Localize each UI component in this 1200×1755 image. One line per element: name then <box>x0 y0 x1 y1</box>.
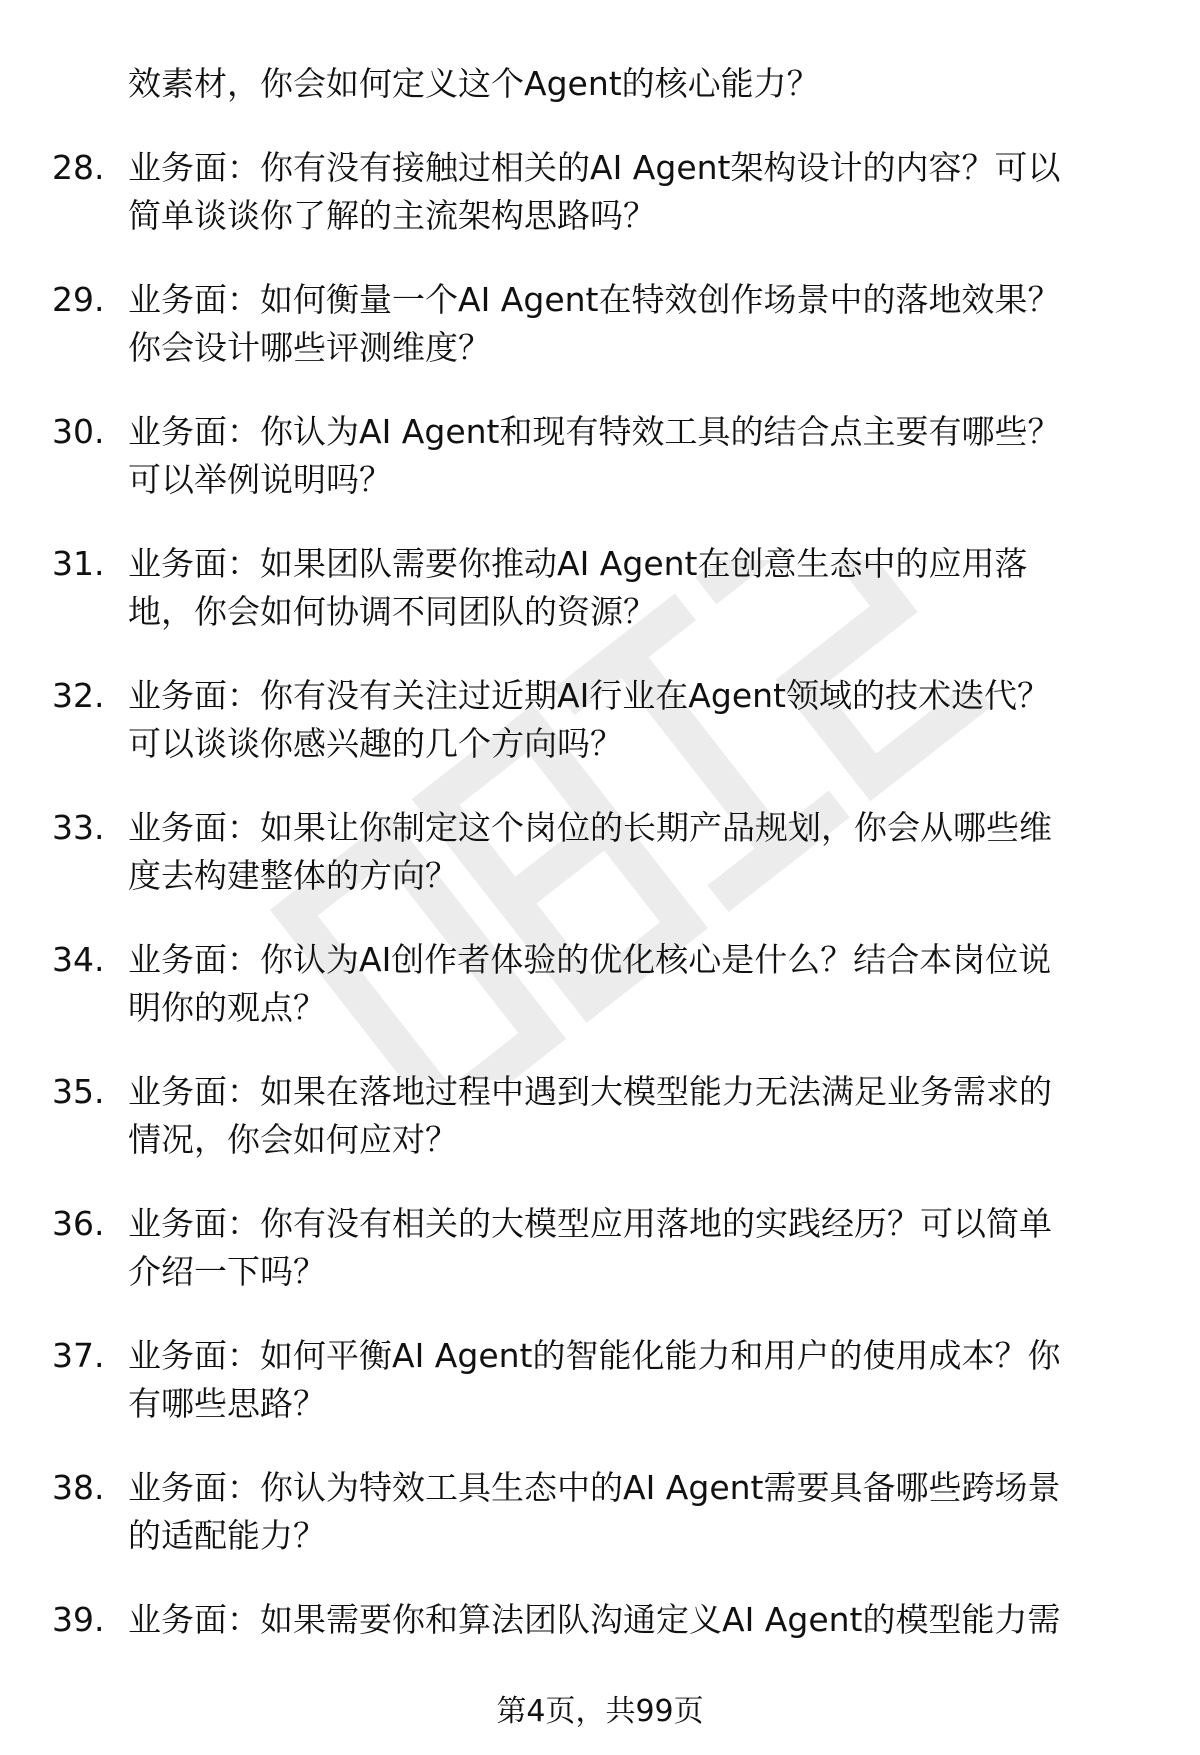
question-line: 业务面：如果让你制定这个岗位的长期产品规划，你会从哪些维 <box>128 808 1052 847</box>
list-item <box>52 540 1162 636</box>
question-number: 31. <box>52 544 105 583</box>
question-list <box>52 60 1162 1680</box>
question-number: 33. <box>52 808 105 847</box>
question-line: 情况，你会如何应对？ <box>128 1120 458 1159</box>
list-item <box>52 936 1162 1032</box>
question-line: 有哪些思路？ <box>128 1384 326 1423</box>
question-line: 效素材，你会如何定义这个Agent的核心能力？ <box>128 64 820 103</box>
question-line: 简单谈谈你了解的主流架构思路吗？ <box>128 196 656 235</box>
question-line: 的适配能力？ <box>128 1516 326 1555</box>
question-text <box>128 60 1162 108</box>
list-item <box>52 408 1162 504</box>
question-text <box>128 1200 1162 1296</box>
question-number: 28. <box>52 148 105 187</box>
question-text <box>128 540 1162 636</box>
question-text <box>128 936 1162 1032</box>
list-item <box>52 1464 1162 1560</box>
list-item <box>52 804 1162 900</box>
question-line: 业务面：你有没有相关的大模型应用落地的实践经历？可以简单 <box>128 1204 1052 1243</box>
question-text <box>128 1068 1162 1164</box>
question-text <box>128 144 1162 240</box>
question-text <box>128 1332 1162 1428</box>
question-text <box>128 408 1162 504</box>
question-line: 业务面：如果团队需要你推动AI Agent在创意生态中的应用落 <box>128 544 1028 583</box>
question-number: 32. <box>52 676 105 715</box>
question-number: 37. <box>52 1336 105 1375</box>
question-line: 业务面：你认为AI Agent和现有特效工具的结合点主要有哪些？ <box>128 412 1061 451</box>
question-number: 38. <box>52 1468 105 1507</box>
question-line: 业务面：如何衡量一个AI Agent在特效创作场景中的落地效果？ <box>128 280 1061 319</box>
question-line: 业务面：如果需要你和算法团队沟通定义AI Agent的模型能力需 <box>128 1600 1061 1639</box>
list-item <box>52 1596 1162 1644</box>
question-line: 业务面：如何平衡AI Agent的智能化能力和用户的使用成本？你 <box>128 1336 1061 1375</box>
list-item <box>52 144 1162 240</box>
question-line: 度去构建整体的方向？ <box>128 856 458 895</box>
list-item <box>52 672 1162 768</box>
question-number: 34. <box>52 940 105 979</box>
question-text <box>128 276 1162 372</box>
page-number-footer: 第4页，共99页 <box>496 1694 704 1729</box>
list-item <box>52 276 1162 372</box>
question-number: 36. <box>52 1204 105 1243</box>
question-number: 39. <box>52 1600 105 1639</box>
question-line: 介绍一下吗？ <box>128 1252 326 1291</box>
list-item-continuation <box>52 60 1162 108</box>
question-number: 35. <box>52 1072 105 1111</box>
question-text <box>128 1596 1162 1644</box>
question-line: 可以谈谈你感兴趣的几个方向吗？ <box>128 724 623 763</box>
question-line: 你会设计哪些评测维度？ <box>128 328 491 367</box>
question-number: 29. <box>52 280 105 319</box>
question-line: 明你的观点？ <box>128 988 326 1027</box>
question-line: 业务面：你认为AI创作者体验的优化核心是什么？结合本岗位说 <box>128 940 1052 979</box>
question-text <box>128 804 1162 900</box>
question-number: 30. <box>52 412 105 451</box>
question-line: 业务面：如果在落地过程中遇到大模型能力无法满足业务需求的 <box>128 1072 1052 1111</box>
question-line: 业务面：你认为特效工具生态中的AI Agent需要具备哪些跨场景 <box>128 1468 1061 1507</box>
question-text <box>128 672 1162 768</box>
question-line: 可以举例说明吗？ <box>128 460 392 499</box>
list-item <box>52 1068 1162 1164</box>
question-text <box>128 1464 1162 1560</box>
list-item <box>52 1200 1162 1296</box>
question-line: 业务面：你有没有接触过相关的AI Agent架构设计的内容？可以 <box>128 148 1061 187</box>
question-line: 业务面：你有没有关注过近期AI行业在Agent领域的技术迭代？ <box>128 676 1050 715</box>
list-item <box>52 1332 1162 1428</box>
question-line: 地，你会如何协调不同团队的资源？ <box>128 592 656 631</box>
